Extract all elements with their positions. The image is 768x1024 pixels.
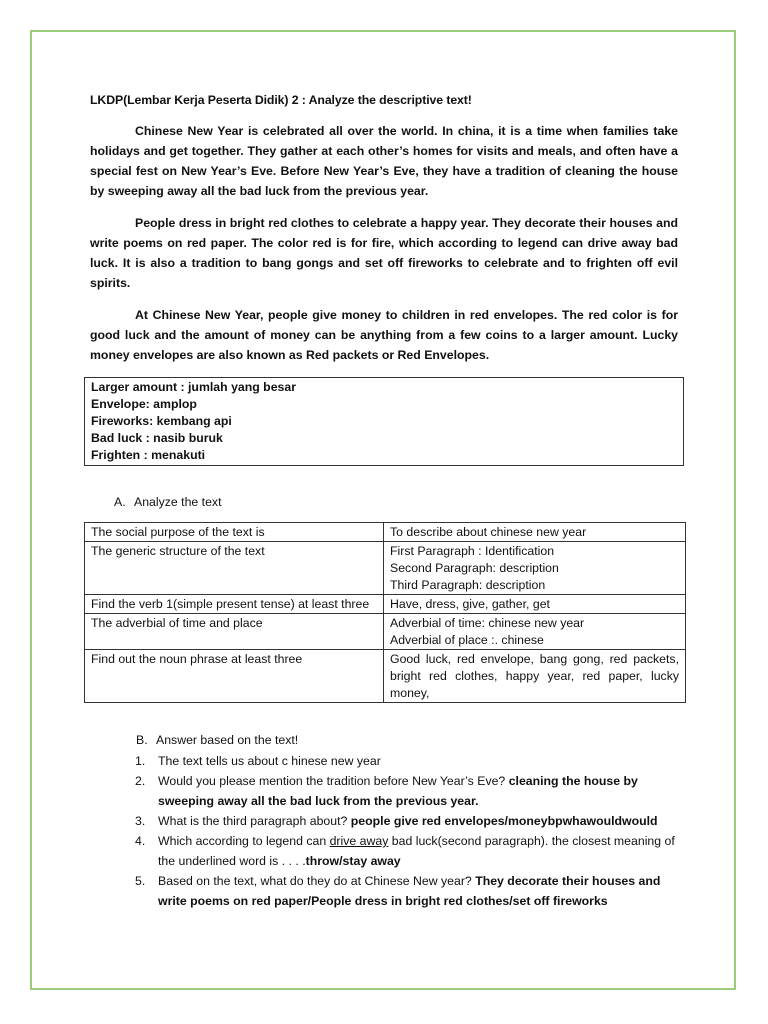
question-text-cont: bad luck(second paragraph). the closest meaning of the underlined word is . . . . [158,834,675,868]
answer-line: First Paragraph : Identification [390,544,555,558]
answer-line: Adverbial of place :. chinese [390,633,544,647]
analysis-table [84,522,686,703]
underlined-phrase: drive away [329,834,389,848]
question-text: Would you please mention the tradition before New Year’s Eve? [158,774,509,788]
table-row [85,650,686,703]
section-a-label: A. [114,495,126,509]
vocab-item: Frighten : menakuti [91,448,206,462]
question-text: What is the third paragraph about? [158,814,351,828]
section-a-title: Analyze the text [134,495,222,509]
section-b-title: Answer based on the text! [156,733,299,747]
vocab-item: Envelope: amplop [91,397,197,411]
table-answer [384,542,686,595]
list-item [135,871,678,911]
list-item [135,771,678,811]
answer-line: Adverbial of time: chinese new year [390,616,585,630]
question-number: 5. [135,874,146,888]
worksheet [90,93,678,911]
paragraph-1: Chinese New Year is celebrated all over the world. In china, it is a time when families take holidays and get together. They gather at each other’s homes for visits and meals, and often have a special fest on New Year’s Eve. Before New Year’s Eve, they have a tradition of cleaning the house by sweeping away all the bad luck from the previous year. [90,124,678,198]
list-item [135,751,678,771]
answer-text: cleaning the house by sweeping away all the bad luck from the previous year. [158,774,638,808]
table-row [85,595,686,614]
answer-line: Have, dress, give, gather, get [390,597,550,611]
table-question: The adverbial of time and place [85,614,384,650]
answer-line: To describe about chinese new year [390,525,587,539]
table-row [85,614,686,650]
question-list [90,751,678,911]
vocab-item: Larger amount : jumlah yang besar [91,380,296,394]
vocab-item: Fireworks: kembang api [91,414,232,428]
table-question: The social purpose of the text is [85,523,384,542]
question-text: Based on the text, what do they do at Chinese New year? [158,874,476,888]
table-answer [384,595,686,614]
table-answer [384,523,686,542]
section-a-heading [114,495,678,509]
list-item [135,811,678,831]
worksheet-title: LKDP(Lembar Kerja Peserta Didik) 2 : Analyze the descriptive text! [90,93,472,107]
paragraph-2: People dress in bright red clothes to celebrate a happy year. They decorate their houses and write poems on red paper. The color red is for fire, which according to legend can drive away bad luck. It is also a tradition to bang gongs and set off fireworks to celebrate and to frighten off evil spirits. [90,216,678,290]
answer-text: They decorate their houses and write poems on red paper/People dress in bright red clothes/set off fireworks [158,874,661,908]
question-text: Which according to legend can [158,834,330,848]
table-answer [384,650,686,703]
answer-line: Second Paragraph: description [390,561,559,575]
table-row [85,523,686,542]
question-number: 2. [135,774,146,788]
section-b-label: B. [136,733,148,747]
question-number: 4. [135,834,146,848]
section-b-heading [136,733,678,747]
question-number: 1. [135,754,146,768]
answer-line: Good luck, red envelope, bang gong, red packets, bright red clothes, happy year, red paper, lucky money, [390,652,679,700]
list-item [135,831,678,871]
question-text: The text tells us about c hinese new year [158,754,381,768]
vocabulary-box [84,377,684,466]
answer-text: throw/stay away [305,854,401,868]
table-question: Find out the noun phrase at least three [85,650,384,703]
table-question: Find the verb 1(simple present tense) at least three [85,595,384,614]
answer-line: Third Paragraph: description [390,578,546,592]
table-answer [384,614,686,650]
vocab-item: Bad luck : nasib buruk [91,431,223,445]
question-number: 3. [135,814,146,828]
table-question: The generic structure of the text [85,542,384,595]
answer-text: people give red envelopes/moneybpwhawouldwould [350,814,658,828]
table-row [85,542,686,595]
paragraph-3: At Chinese New Year, people give money to children in red envelopes. The red color is for good luck and the amount of money can be anything from a few coins to a larger amount. Lucky money envelopes are also known as Red packets or Red Envelopes. [90,308,678,362]
